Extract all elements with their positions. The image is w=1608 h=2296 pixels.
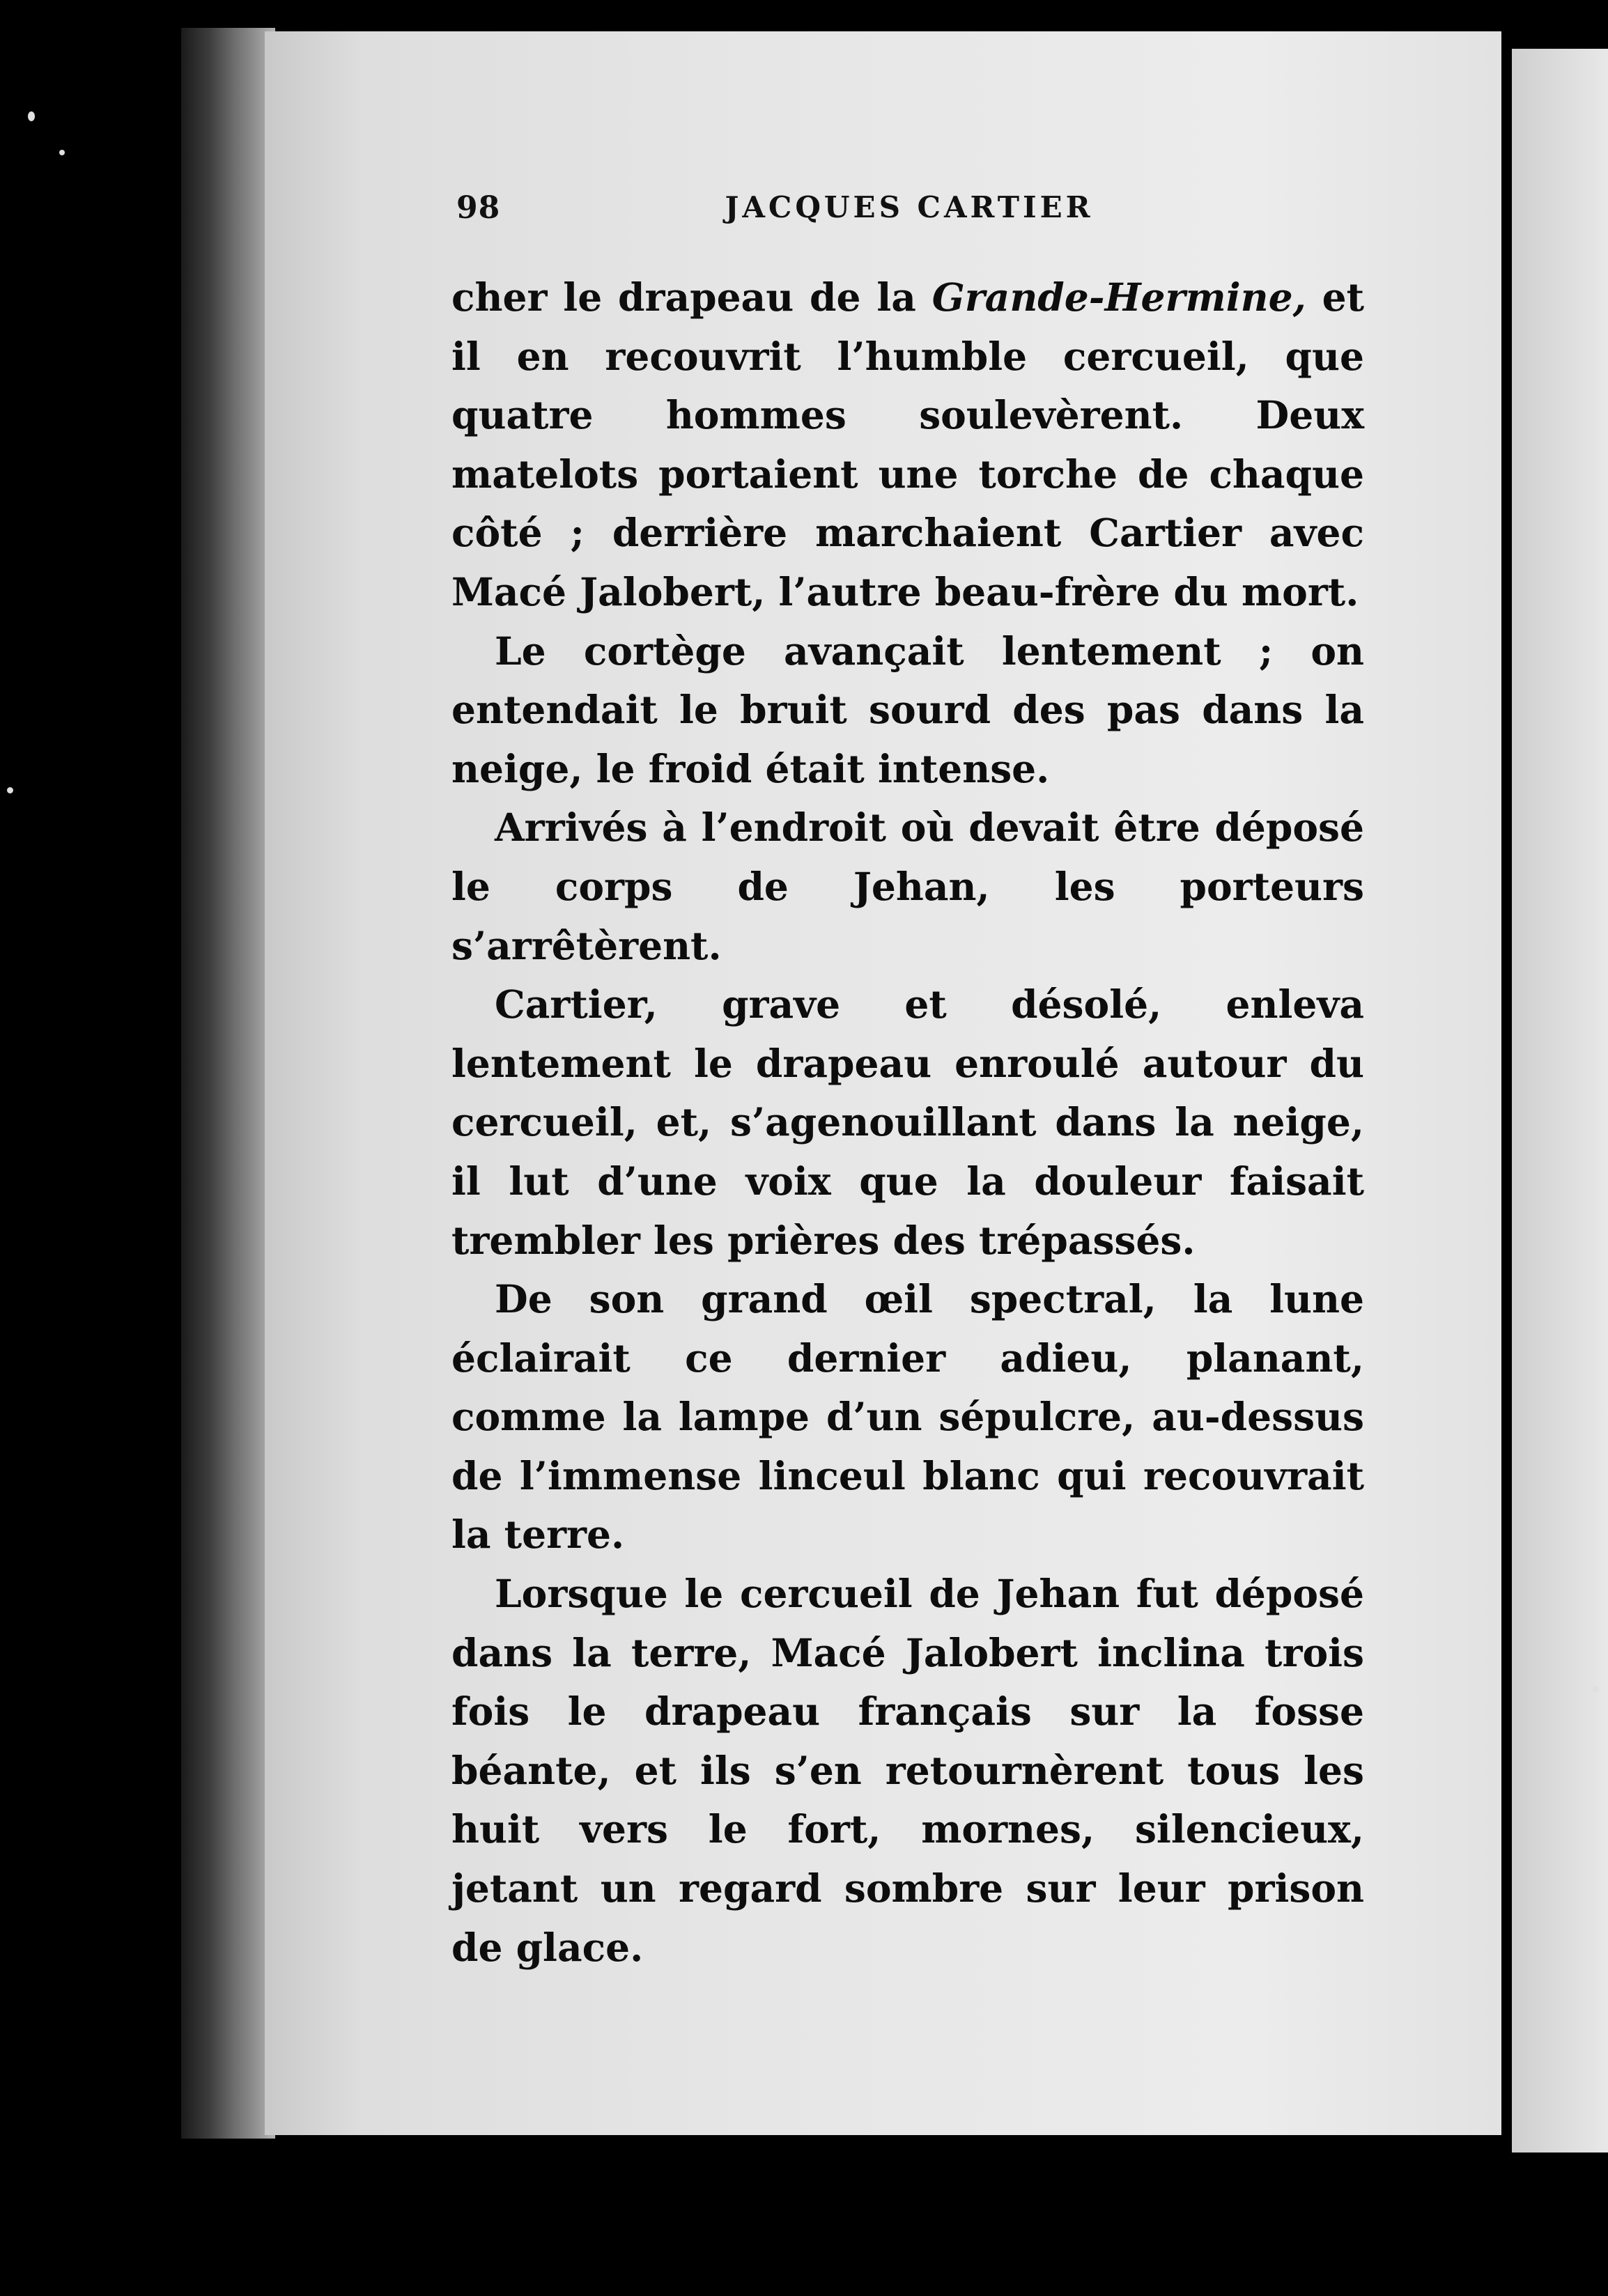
paragraph-2: Le cortège avançait lentement ; on entendait le bruit sourd des pas dans la neige, le froid était intense. [451, 628, 1364, 791]
ship-name: Grande-Hermine, [931, 274, 1306, 320]
dust-speck [1592, 1686, 1599, 1693]
dust-speck [7, 787, 13, 793]
paragraph-1-rest: et il en recouvrit l’humble cercueil, que quatre hommes soulevèrent. Deux matelots portaient une torche de chaque côté ; derrière marchaient Cartier avec Macé Jalobert, l’autre beau-frère du mort. [451, 274, 1365, 614]
paragraph-6: Lorsque le cercueil de Jehan fut déposé dans la terre, Macé Jalobert inclina trois fois le drapeau français sur la fosse béante, et ils s’en retournèrent tous les huit vers le fort, mornes, silencieux, jetant un regard sombre sur leur prison de glace. [451, 1571, 1364, 1970]
page-header [456, 190, 1362, 239]
paragraph-4: Cartier, grave et désolé, enleva lentement le drapeau enroulé autour du cercueil, et, s’agenouillant dans la neige, il lut d’une voix que la douleur faisait trembler les prières des trépassés. [451, 982, 1364, 1263]
running-title: JACQUES CARTIER [725, 190, 1094, 224]
paragraph-5: De son grand œil spectral, la lune éclairait ce dernier adieu, planant, comme la lampe d’un sépulcre, au-dessus de l’immense linceul blanc qui recouvrait la terre. [451, 1276, 1364, 1558]
dust-speck [59, 150, 65, 155]
page-number: 98 [456, 190, 501, 226]
paragraph-3: Arrivés à l’endroit où devait être déposé le corps de Jehan, les porteurs s’arrêtèrent. [451, 805, 1364, 968]
paragraph-1-start: cher le drapeau de la [451, 274, 932, 320]
page-body [451, 268, 1364, 1977]
dust-speck [28, 111, 35, 121]
book-spine-edge [181, 28, 275, 2139]
paragraph-1 [451, 268, 1364, 622]
facing-page-edge [1512, 49, 1608, 2152]
book-page [265, 31, 1501, 2135]
